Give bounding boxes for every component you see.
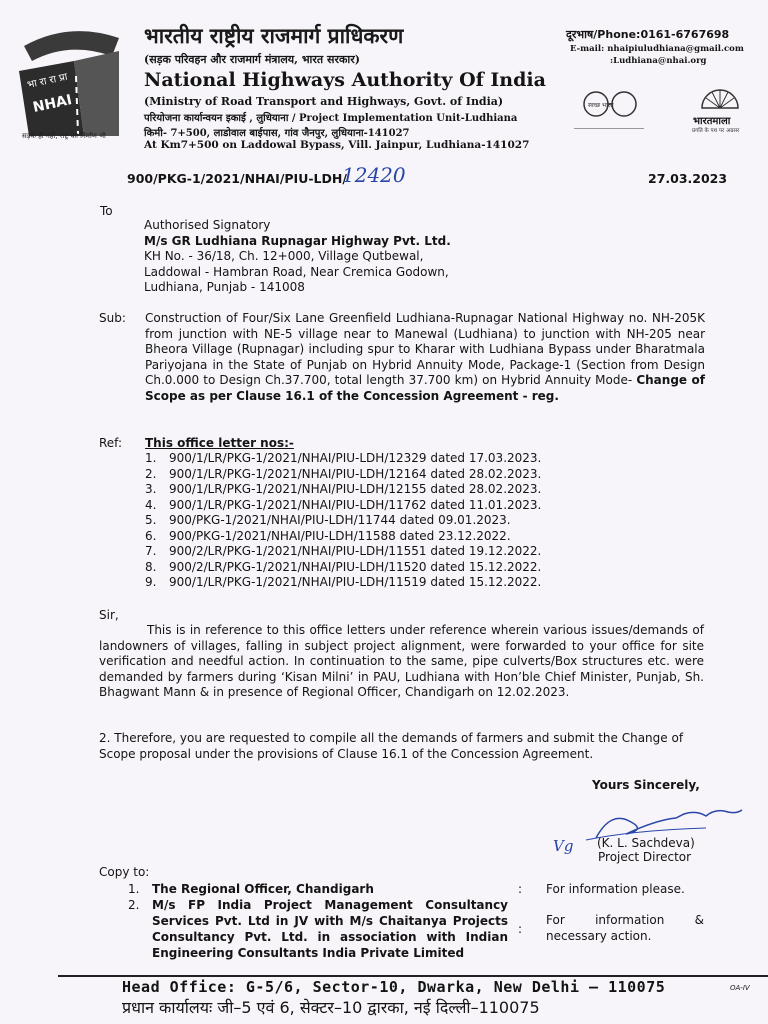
bharatmala-tagline: प्रगति के पथ पर अग्रसर	[692, 128, 740, 134]
swachh-bharat-glasses-icon	[580, 88, 640, 124]
emblem-underline	[574, 128, 644, 129]
list-item: 6. 900/PKG-1/2021/NHAI/PIU-LDH/11588 dated 23.12.2022.	[145, 528, 511, 543]
handwritten-initials: Vg	[553, 837, 574, 855]
footer-divider	[58, 975, 768, 977]
list-item: 7. 900/2/LR/PKG-1/2021/NHAI/PIU-LDH/11551 dated 19.12.2022.	[145, 544, 542, 558]
copy-item-number: 2.	[128, 898, 140, 912]
footer-head-office-hindi: प्रधान कार्यालयः जी–5 एवं 6, सेक्टर–10 द्वारका, नई दिल्ली–110075	[122, 998, 540, 1017]
addressee-block	[144, 218, 451, 296]
email-primary: E-mail: nhaipiuludhiana@gmail.com	[570, 44, 744, 54]
addressee-company: M/s GR Ludhiana Rupnagar Highway Pvt. Ltd.	[144, 233, 451, 248]
logo-text-top: भा रा रा प्रा	[26, 71, 69, 91]
subject-body: Construction of Four/Six Lane Greenfield Ludhiana-Rupnagar National Highway no. NH-205K from junction with NE-5 village near to Manewal (Ludhiana) to junction with NH-205 near Bheora Village (Rupnagar) including spur to Kharar with Ludhiana Bypass under Bharatmala Pariyojana in the State of Punjab on Hybrid Annuity Mode, Package-1 (Section from Design Ch.0.000 to Design Ch.37.700, total length 37.700 km) on Hybrid Annuity Mode-	[145, 311, 705, 387]
address-english: At Km7+500 on Laddowal Bypass, Vill. Jainpur, Ludhiana-141027	[144, 139, 530, 151]
emblem-caption: स्वच्छ भारत	[588, 102, 614, 109]
addressee-line: KH No. - 36/18, Ch. 12+000, Village Qutbewal,	[144, 249, 424, 263]
english-org-title: National Highways Authority Of India	[144, 69, 546, 91]
paragraph-1: This is in reference to this office letters under reference wherein various issues/demands of landowners of villages, falling in subject project alignment, were forwarded to your office for site verification and needful action. In continuation to the same, pipe culverts/Box structures etc. were demanded by farmers during ‘Kisan Milni’ in PAU, Ludhiana with Hon’ble Chief Minister, Punjab, Sh. Bhagwant Mann & in presence of Regional Officer, Chandigarh on 12.02.2023.	[99, 623, 704, 699]
list-item: 8. 900/2/LR/PKG-1/2021/NHAI/PIU-LDH/11520 dated 15.12.2022.	[145, 559, 542, 574]
list-item: 9. 900/1/LR/PKG-1/2021/NHAI/PIU-LDH/11519 dated 15.12.2022.	[145, 575, 542, 589]
bharatmala-title: भारतमाला	[693, 116, 731, 127]
bharatmala-wheel-icon	[698, 78, 742, 114]
phone-number: दूरभाष/Phone:0161-6767698	[566, 28, 730, 41]
logo-text-bottom: NHAI	[31, 92, 74, 116]
list-item: 5. 900/PKG-1/2021/NHAI/PIU-LDH/11744 dated 09.01.2023.	[145, 513, 511, 527]
hindi-ministry: (सड़क परिवहन और राजमार्ग मंत्रालय, भारत सरकार)	[144, 53, 360, 66]
handwritten-dispatch-number: 12420	[342, 163, 406, 187]
reference-label: Ref:	[99, 436, 123, 450]
addressee-line: Ludhiana, Punjab - 141008	[144, 280, 305, 294]
signatory-designation: Project Director	[598, 850, 692, 864]
subject-label: Sub:	[99, 311, 126, 325]
email-secondary: :Ludhiana@nhai.org	[610, 56, 707, 66]
nhai-logo	[14, 16, 124, 138]
footer-head-office-english: Head Office: G-5/6, Sector-10, Dwarka, New Delhi – 110075	[122, 978, 666, 996]
signatory-name: (K. L. Sachdeva)	[597, 836, 695, 850]
logo-tagline: सड़कें ही नहीं, राष्ट्र का निर्माण भी	[22, 132, 106, 140]
list-item: 2. 900/1/LR/PKG-1/2021/NHAI/PIU-LDH/12164 dated 28.02.2023.	[145, 466, 542, 481]
subject-bold: Change of Scope as per Clause 16.1 of the Concession Agreement - reg.	[145, 373, 705, 403]
subject-text	[145, 311, 705, 404]
copy-item-colon: :	[518, 882, 523, 896]
copy-item-colon: :	[518, 922, 523, 936]
to-label: To	[100, 204, 113, 218]
piu-line: परियोजना कार्यान्वयन इकाई , लुधियाना / Project Implementation Unit-Ludhiana	[144, 113, 518, 124]
copy-item-recipient: The Regional Officer, Chandigarh	[152, 882, 374, 896]
reference-list	[145, 451, 541, 591]
reference-title: This office letter nos:-	[145, 436, 294, 450]
list-item: 4. 900/1/LR/PKG-1/2021/NHAI/PIU-LDH/11762 dated 11.01.2023.	[145, 497, 542, 512]
yours-sincerely: Yours Sincerely,	[592, 778, 700, 792]
footer-form-code: OA-IV	[730, 984, 750, 992]
salutation: Sir,	[99, 608, 119, 622]
letter-date: 27.03.2023	[648, 171, 728, 186]
copy-item-number: 1.	[128, 882, 140, 896]
letter-reference-number: 900/PKG-1/2021/NHAI/PIU-LDH/	[127, 171, 347, 186]
english-ministry: (Ministry of Road Transport and Highways, Govt. of India)	[144, 95, 504, 108]
list-item: 1. 900/1/LR/PKG-1/2021/NHAI/PIU-LDH/12329 dated 17.03.2023.	[145, 451, 542, 465]
paragraph-2: 2. Therefore, you are requested to compile all the demands of farmers and submit the Change of Scope proposal under the provisions of Clause 16.1 of the Concession Agreement.	[99, 731, 684, 761]
addressee-line: Authorised Signatory	[144, 218, 271, 232]
copy-to-label: Copy to:	[99, 865, 150, 879]
hindi-org-title: भारतीय राष्ट्रीय राजमार्ग प्राधिकरण	[144, 23, 404, 48]
copy-item-recipient: M/s FP India Project Management Consultancy Services Pvt. Ltd in JV with M/s Chaitanya Projects Consultancy Pvt. Ltd. in association with Indian Engineering Consultants India Private Limited	[152, 898, 508, 960]
addressee-line: Laddowal - Hambran Road, Near Cremica Godown,	[144, 264, 449, 279]
copy-item-action: For information please.	[546, 882, 685, 896]
list-item: 3. 900/1/LR/PKG-1/2021/NHAI/PIU-LDH/12155 dated 28.02.2023.	[145, 482, 542, 496]
copy-item-action: For information & necessary action.	[546, 913, 704, 943]
address-hindi: किमी- 7+500, लाडोवाल बाईपास, गांव जैनपुर, लुधियाना-141027	[144, 128, 410, 139]
